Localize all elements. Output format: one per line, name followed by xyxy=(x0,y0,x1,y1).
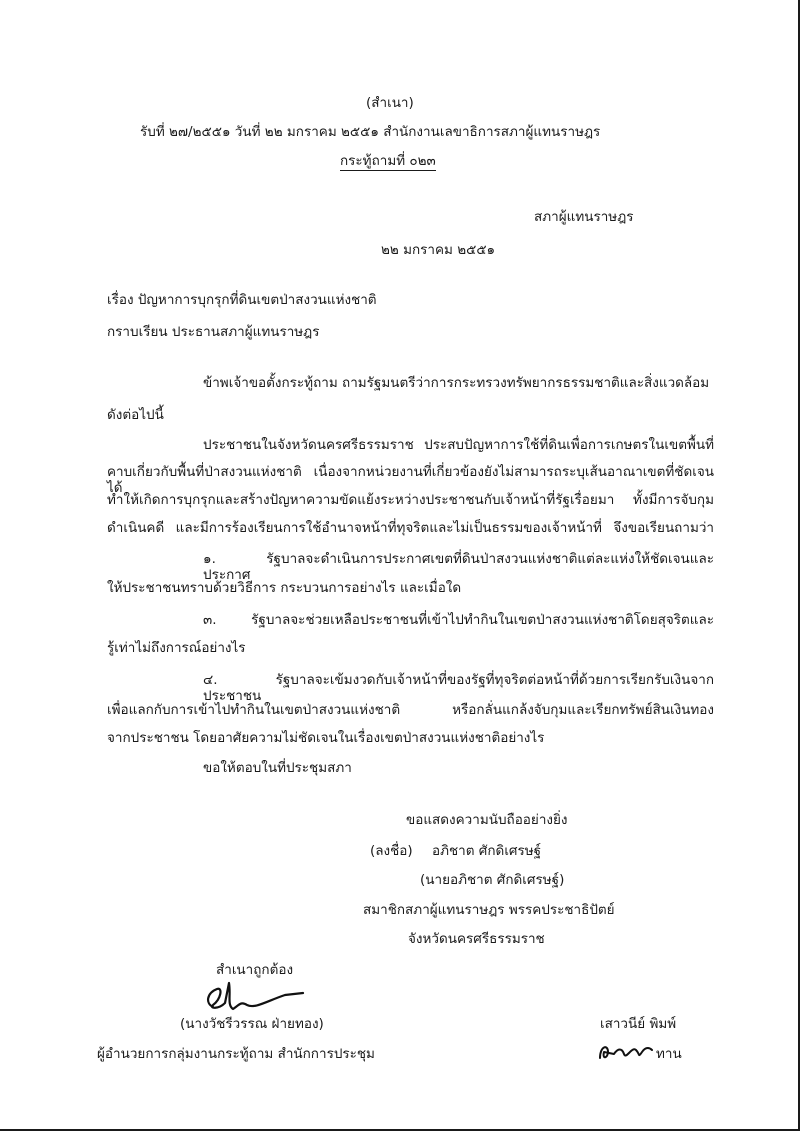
signer-province: จังหวัดนครศรีธรรมราช xyxy=(408,931,545,947)
certifier-name: (นางวัชรีวรรณ ฝ่ายทอง) xyxy=(180,1016,324,1032)
question-3-line: จากประชาชน โดยอาศัยความไม่ชัดเจนในเรื่องเขตป่าสงวนแห่งชาติอย่างไร xyxy=(107,730,545,746)
closing-request: ขอให้ตอบในที่ประชุมสภา xyxy=(203,760,352,776)
question-3-line: ๔. รัฐบาลจะเข้มงวดกับเจ้าหน้าที่ของรัฐที่ทุจริตต่อหน้าที่ด้วยการเรียกรับเงินจากประชาชน xyxy=(203,672,714,705)
question-1-line: ๑. รัฐบาลจะดำเนินการประกาศเขตที่ดินป่าสงวนแห่งชาติแต่ละแห่งให้ชัดเจนและประกาศ xyxy=(203,551,714,584)
receipt-line: รับที่ ๒๗/๒๕๕๑ วันที่ ๒๒ มกราคม ๒๕๕๑ สำนักงานเลขาธิการสภาผู้แทนราษฎร xyxy=(140,124,601,140)
question-2-line: ๓. รัฐบาลจะช่วยเหลือประชาชนที่เข้าไปทำกินในเขตป่าสงวนแห่งชาติโดยสุจริตและ xyxy=(203,612,714,628)
signed-name: อภิชาต ศักดิเศรษฐ์ xyxy=(432,843,542,859)
paragraph-line: ดำเนินคดี และมีการร้องเรียนการใช้อำนาจหน้าที่ทุจริตและไม่เป็นธรรมของเจ้าหน้าที่ จึงขอเรียนถามว่า xyxy=(107,520,714,536)
initials-signature-icon xyxy=(596,1038,654,1064)
document-date: ๒๒ มกราคม ๒๕๕๑ xyxy=(381,242,496,258)
intro-line-1: ข้าพเจ้าขอตั้งกระทู้ถาม ถามรัฐมนตรีว่าการกระทรวงทรัพยากรธรรมชาติและสิ่งแวดล้อม xyxy=(203,375,710,391)
addressee-org: สภาผู้แทนราษฎร xyxy=(534,209,634,225)
checked-label: ทาน xyxy=(656,1046,682,1062)
paragraph-line: คาบเกี่ยวกับพื้นที่ป่าสงวนแห่งชาติ เนื่องจากหน่วยงานที่เกี่ยวข้องยังไม่สามารถระบุเส้นอาณาเขตที่ชัดเจนได้ xyxy=(107,464,714,497)
salutation-line: กราบเรียน ประธานสภาผู้แทนราษฎร xyxy=(107,324,320,340)
paragraph-line: ทำให้เกิดการบุกรุกและสร้างปัญหาความขัดแย้งระหว่างประชาชนกับเจ้าหน้าที่รัฐเรื่อยมา ทั้งมีการจับกุม xyxy=(107,492,714,508)
respect-closing: ขอแสดงความนับถืออย่างยิ่ง xyxy=(406,812,568,828)
intro-line-2: ดังต่อไปนี้ xyxy=(107,407,164,423)
signer-full-name: (นายอภิชาต ศักดิเศรษฐ์) xyxy=(420,872,565,888)
typist-name: เสาวนีย์ พิมพ์ xyxy=(600,1016,677,1032)
certifier-position: ผู้อำนวยการกลุ่มงานกระทู้ถาม สำนักการประชุม xyxy=(97,1046,375,1062)
handwritten-signature-icon xyxy=(195,975,305,1015)
question-number: กระทู้ถามที่ ๐๒๓ xyxy=(340,153,436,171)
subject-line: เรื่อง ปัญหาการบุกรุกที่ดินเขตป่าสงวนแห่งชาติ xyxy=(107,292,377,308)
signed-label: (ลงชื่อ) xyxy=(370,843,413,859)
question-2-line: รู้เท่าไม่ถึงการณ์อย่างไร xyxy=(107,640,246,656)
signer-position: สมาชิกสภาผู้แทนราษฎร พรรคประชาธิปัตย์ xyxy=(363,902,615,918)
copy-label: (สำเนา) xyxy=(366,95,414,111)
paragraph-line: ประชาชนในจังหวัดนครศรีธรรมราช ประสบปัญหาการใช้ที่ดินเพื่อการเกษตรในเขตพื้นที่ xyxy=(203,437,714,453)
certified-copy-label: สำเนาถูกต้อง xyxy=(216,962,294,978)
question-3-line: เพื่อแลกกับการเข้าไปทำกินในเขตป่าสงวนแห่งชาติ หรือกลั่นแกล้งจับกุมและเรียกทรัพย์สินเงินทอง xyxy=(107,702,714,718)
question-1-line: ให้ประชาชนทราบด้วยวิธีการ กระบวนการอย่างไร และเมื่อใด xyxy=(107,580,462,596)
